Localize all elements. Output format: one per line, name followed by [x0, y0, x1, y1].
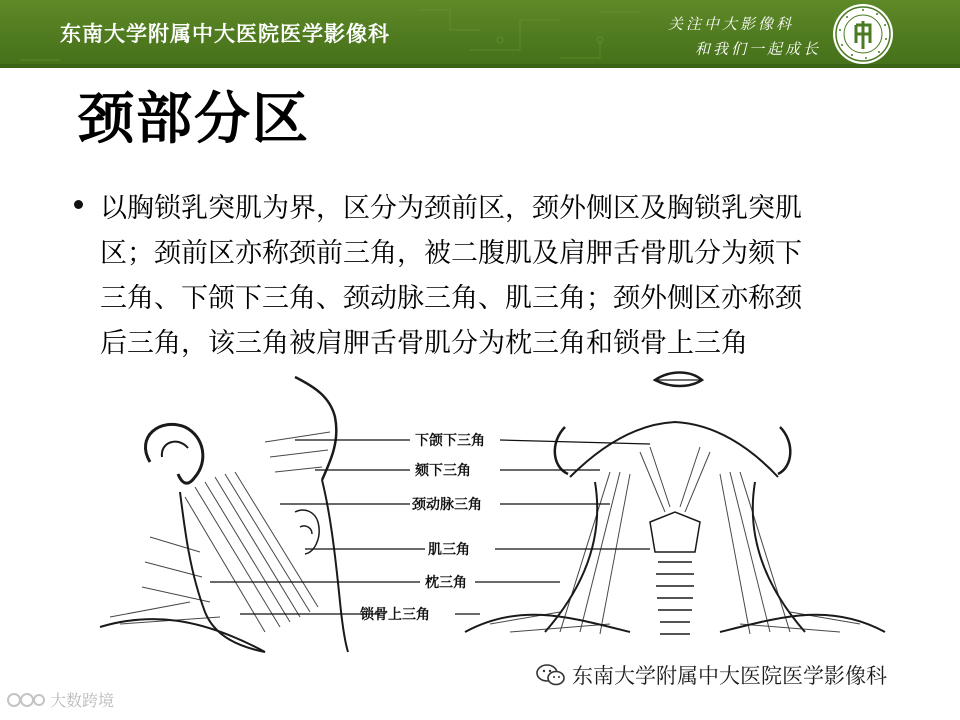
- bullet-line-1: 以胸锁乳突肌为界，区分为颈前区，颈外侧区及胸锁乳突肌: [100, 193, 802, 224]
- label-occipital-triangle: 枕三角: [425, 575, 467, 591]
- slogan-line-2: 和我们一起成长: [695, 40, 822, 58]
- bullet-paragraph: [100, 186, 900, 366]
- institution-title: 东南大学附属中大医院医学影像科: [60, 21, 390, 46]
- neck-anatomy-illustration: [90, 362, 920, 662]
- label-muscular-triangle: 肌三角: [428, 542, 470, 558]
- platform-watermark-text: 大数跨境: [50, 691, 115, 710]
- header-banner: [0, 0, 960, 68]
- bullet-line-3: 三角、下颌下三角、颈动脉三角、肌三角；颈外侧区亦称颈: [100, 283, 802, 314]
- label-supraclavicular-triangle: 锁骨上三角: [360, 607, 430, 623]
- label-submental-triangle: 颏下三角: [415, 463, 471, 479]
- slogan-line-1: 关注中大影像科: [668, 15, 795, 33]
- lateral-neck-view: [100, 377, 348, 652]
- label-submandibular-triangle: 下颌下三角: [415, 433, 485, 449]
- hospital-logo-icon: [832, 3, 894, 65]
- page-title: 颈部分区: [78, 87, 310, 152]
- camera-logo-icon: [6, 689, 46, 711]
- wechat-icon: [536, 663, 566, 687]
- bullet-line-2: 区；颈前区亦称颈前三角，被二腹肌及肩胛舌骨肌分为颏下: [100, 238, 802, 269]
- label-carotid-triangle: 颈动脉三角: [412, 497, 482, 513]
- watermark-text: 东南大学附属中大医院医学影像科: [572, 664, 887, 688]
- platform-watermark: [6, 688, 114, 711]
- source-watermark: [536, 660, 887, 690]
- bullet-dot: [74, 200, 83, 209]
- frontal-neck-view: [465, 373, 885, 635]
- bullet-line-4: 后三角，该三角被肩胛舌骨肌分为枕三角和锁骨上三角: [100, 328, 748, 359]
